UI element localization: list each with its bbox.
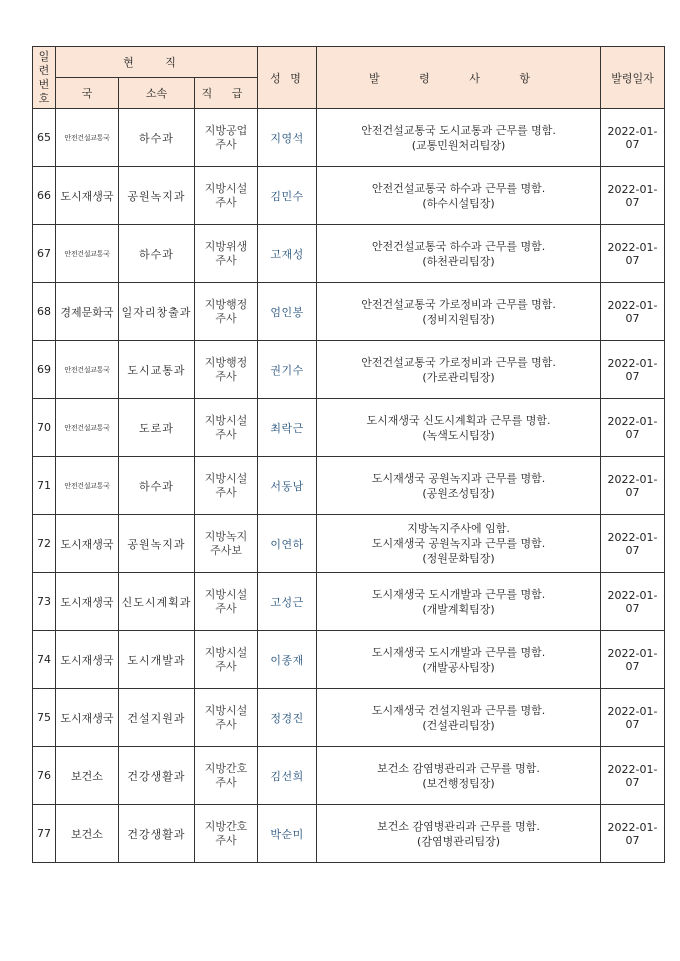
table-row xyxy=(33,573,665,631)
order-line-1: 보건소 감염병관리과 근무를 명함. xyxy=(377,819,540,833)
order-line-2: (개발공사팀장) xyxy=(422,660,495,674)
date-header: 발령일자 xyxy=(601,47,665,109)
rank-line-2: 주사 xyxy=(215,659,237,673)
seq-cell: 75 xyxy=(33,689,56,747)
bureau-cell: 보건소 xyxy=(56,747,119,805)
name-cell: 지영석 xyxy=(258,109,317,167)
seq-cell: 69 xyxy=(33,341,56,399)
name-cell: 이연하 xyxy=(258,515,317,573)
table-row xyxy=(33,283,665,341)
dept-cell: 공원녹지과 xyxy=(119,167,195,225)
order-line-2: (공원조성팀장) xyxy=(422,486,495,500)
order-line-1: 도시재생국 공원녹지과 근무를 명함. xyxy=(371,471,546,485)
rank-line-2: 주사 xyxy=(215,137,237,151)
rank-header: 직 급 xyxy=(195,78,258,109)
rank-line-2: 주사 xyxy=(215,369,237,383)
bureau-cell: 도시재생국 xyxy=(56,631,119,689)
order-cell xyxy=(317,225,601,283)
name-cell: 정경진 xyxy=(258,689,317,747)
bureau-cell: 도시재생국 xyxy=(56,689,119,747)
dept-cell: 일자리창출과 xyxy=(119,283,195,341)
seq-cell: 76 xyxy=(33,747,56,805)
date-cell: 2022-01-07 xyxy=(601,573,665,631)
name-cell: 권기수 xyxy=(258,341,317,399)
date-cell: 2022-01-07 xyxy=(601,167,665,225)
seq-cell: 65 xyxy=(33,109,56,167)
name-cell: 김민수 xyxy=(258,167,317,225)
seq-cell: 70 xyxy=(33,399,56,457)
bureau-cell: 도시재생국 xyxy=(56,515,119,573)
rank-cell xyxy=(195,283,258,341)
date-cell: 2022-01-07 xyxy=(601,109,665,167)
table-row xyxy=(33,341,665,399)
seq-cell: 77 xyxy=(33,805,56,863)
order-cell xyxy=(317,805,601,863)
rank-line-2: 주사 xyxy=(215,195,237,209)
order-cell xyxy=(317,457,601,515)
rank-line-1: 지방행정 xyxy=(204,297,248,311)
order-line-2: (하수시설팀장) xyxy=(422,196,495,210)
order-line-1: 안전건설교통국 하수과 근무를 명함. xyxy=(371,239,546,253)
name-cell: 이종재 xyxy=(258,631,317,689)
rank-cell xyxy=(195,573,258,631)
date-cell: 2022-01-07 xyxy=(601,515,665,573)
rank-line-1: 지방녹지 xyxy=(204,529,248,543)
date-cell: 2022-01-07 xyxy=(601,805,665,863)
rank-line-2: 주사보 xyxy=(210,543,242,557)
name-cell: 박순미 xyxy=(258,805,317,863)
dept-cell: 공원녹지과 xyxy=(119,515,195,573)
order-cell xyxy=(317,573,601,631)
table-row xyxy=(33,631,665,689)
rank-cell xyxy=(195,457,258,515)
order-line-1: 도시재생국 도시개발과 근무를 명함. xyxy=(371,587,546,601)
rank-line-2: 주사 xyxy=(215,253,237,267)
order-line-1: 안전건설교통국 하수과 근무를 명함. xyxy=(371,181,546,195)
order-line-2: (녹색도시팀장) xyxy=(422,428,495,442)
rank-line-2: 주사 xyxy=(215,601,237,615)
rank-line-2: 주사 xyxy=(215,311,237,325)
name-header: 성 명 xyxy=(258,47,317,109)
order-line-1: 도시재생국 신도시계획과 근무를 명함. xyxy=(366,413,551,427)
rank-line-2: 주사 xyxy=(215,427,237,441)
table-row xyxy=(33,515,665,573)
dept-cell: 도시교통과 xyxy=(119,341,195,399)
rank-line-1: 지방시설 xyxy=(204,703,248,717)
name-cell: 최락근 xyxy=(258,399,317,457)
rank-line-2: 주사 xyxy=(215,775,237,789)
bureau-cell: 보건소 xyxy=(56,805,119,863)
order-line-1: 도시재생국 건설지원과 근무를 명함. xyxy=(371,703,546,717)
seq-header: 일련번호 xyxy=(33,47,56,109)
bureau-cell: 도시재생국 xyxy=(56,167,119,225)
date-cell: 2022-01-07 xyxy=(601,457,665,515)
order-cell xyxy=(317,283,601,341)
rank-cell xyxy=(195,631,258,689)
date-cell: 2022-01-07 xyxy=(601,225,665,283)
rank-cell xyxy=(195,109,258,167)
order-line-2: (가로관리팀장) xyxy=(422,370,495,384)
table-row xyxy=(33,747,665,805)
order-cell xyxy=(317,689,601,747)
order-line-2: (감염병관리팀장) xyxy=(417,834,500,848)
order-line-2: (하천관리팀장) xyxy=(422,254,495,268)
order-line-2: 도시재생국 공원녹지과 근무를 명함. xyxy=(371,537,546,550)
date-cell: 2022-01-07 xyxy=(601,341,665,399)
name-cell: 엄인봉 xyxy=(258,283,317,341)
order-cell xyxy=(317,747,601,805)
rank-cell xyxy=(195,341,258,399)
order-line-1: 도시재생국 도시개발과 근무를 명함. xyxy=(371,645,546,659)
rank-line-1: 지방시설 xyxy=(204,587,248,601)
date-cell: 2022-01-07 xyxy=(601,747,665,805)
seq-cell: 67 xyxy=(33,225,56,283)
table-row xyxy=(33,225,665,283)
rank-line-1: 지방간호 xyxy=(204,819,248,833)
table-row xyxy=(33,805,665,863)
rank-line-1: 지방간호 xyxy=(204,761,248,775)
table-row xyxy=(33,109,665,167)
rank-cell xyxy=(195,805,258,863)
table-row xyxy=(33,457,665,515)
rank-line-1: 지방행정 xyxy=(204,355,248,369)
rank-cell xyxy=(195,747,258,805)
order-line-2: (정비지원팀장) xyxy=(422,312,495,326)
order-line-1: 지방녹지주사에 임함. xyxy=(407,522,510,535)
seq-cell: 71 xyxy=(33,457,56,515)
rank-line-1: 지방시설 xyxy=(204,413,248,427)
date-cell: 2022-01-07 xyxy=(601,689,665,747)
order-cell xyxy=(317,109,601,167)
order-cell xyxy=(317,341,601,399)
seq-cell: 68 xyxy=(33,283,56,341)
order-line-2: (교통민원처리팀장) xyxy=(411,138,506,152)
dept-cell: 하수과 xyxy=(119,225,195,283)
bureau-cell: 안전건설교통국 xyxy=(56,341,119,399)
order-line-2: (보건행정팀장) xyxy=(422,776,495,790)
rank-line-2: 주사 xyxy=(215,485,237,499)
dept-cell: 도시개발과 xyxy=(119,631,195,689)
rank-line-1: 지방시설 xyxy=(204,645,248,659)
bureau-cell: 경제문화국 xyxy=(56,283,119,341)
table-body xyxy=(33,109,665,863)
table-row xyxy=(33,399,665,457)
dept-cell: 하수과 xyxy=(119,457,195,515)
rank-line-1: 지방공업 xyxy=(204,123,248,137)
order-cell xyxy=(317,631,601,689)
rank-line-1: 지방시설 xyxy=(204,181,248,195)
bureau-header: 국 xyxy=(56,78,119,109)
bureau-cell: 안전건설교통국 xyxy=(56,225,119,283)
rank-line-2: 주사 xyxy=(215,833,237,847)
rank-cell xyxy=(195,225,258,283)
rank-line-1: 지방위생 xyxy=(204,239,248,253)
name-cell: 고재성 xyxy=(258,225,317,283)
bureau-cell: 안전건설교통국 xyxy=(56,109,119,167)
rank-line-2: 주사 xyxy=(215,717,237,731)
rank-cell xyxy=(195,515,258,573)
current-position-header: 현 직 xyxy=(56,47,258,78)
dept-cell: 건강생활과 xyxy=(119,805,195,863)
seq-cell: 74 xyxy=(33,631,56,689)
order-header: 발 령 사 항 xyxy=(317,47,601,109)
order-line-1: 안전건설교통국 가로정비과 근무를 명함. xyxy=(361,297,556,311)
bureau-cell: 안전건설교통국 xyxy=(56,399,119,457)
order-line-3: (정원문화팀장) xyxy=(422,552,495,565)
personnel-order-table xyxy=(32,46,665,863)
name-cell: 서동남 xyxy=(258,457,317,515)
seq-cell: 72 xyxy=(33,515,56,573)
name-cell: 고성근 xyxy=(258,573,317,631)
order-line-1: 보건소 감염병관리과 근무를 명함. xyxy=(377,761,540,775)
rank-cell xyxy=(195,689,258,747)
order-line-2: (건설관리팀장) xyxy=(422,718,495,732)
bureau-cell: 안전건설교통국 xyxy=(56,457,119,515)
rank-cell xyxy=(195,399,258,457)
order-cell xyxy=(317,167,601,225)
order-cell xyxy=(317,515,601,573)
date-cell: 2022-01-07 xyxy=(601,283,665,341)
order-line-1: 안전건설교통국 도시교통과 근무를 명함. xyxy=(361,123,556,137)
name-cell: 김선희 xyxy=(258,747,317,805)
seq-cell: 66 xyxy=(33,167,56,225)
rank-line-1: 지방시설 xyxy=(204,471,248,485)
order-line-2: (개발계획팀장) xyxy=(422,602,495,616)
bureau-cell: 도시재생국 xyxy=(56,573,119,631)
dept-cell: 하수과 xyxy=(119,109,195,167)
date-cell: 2022-01-07 xyxy=(601,399,665,457)
dept-cell: 도로과 xyxy=(119,399,195,457)
dept-header: 소속 xyxy=(119,78,195,109)
rank-cell xyxy=(195,167,258,225)
dept-cell: 건강생활과 xyxy=(119,747,195,805)
seq-cell: 73 xyxy=(33,573,56,631)
date-cell: 2022-01-07 xyxy=(601,631,665,689)
dept-cell: 신도시계획과 xyxy=(119,573,195,631)
table-row xyxy=(33,167,665,225)
dept-cell: 건설지원과 xyxy=(119,689,195,747)
table-row xyxy=(33,689,665,747)
order-line-1: 안전건설교통국 가로정비과 근무를 명함. xyxy=(361,355,556,369)
order-cell xyxy=(317,399,601,457)
